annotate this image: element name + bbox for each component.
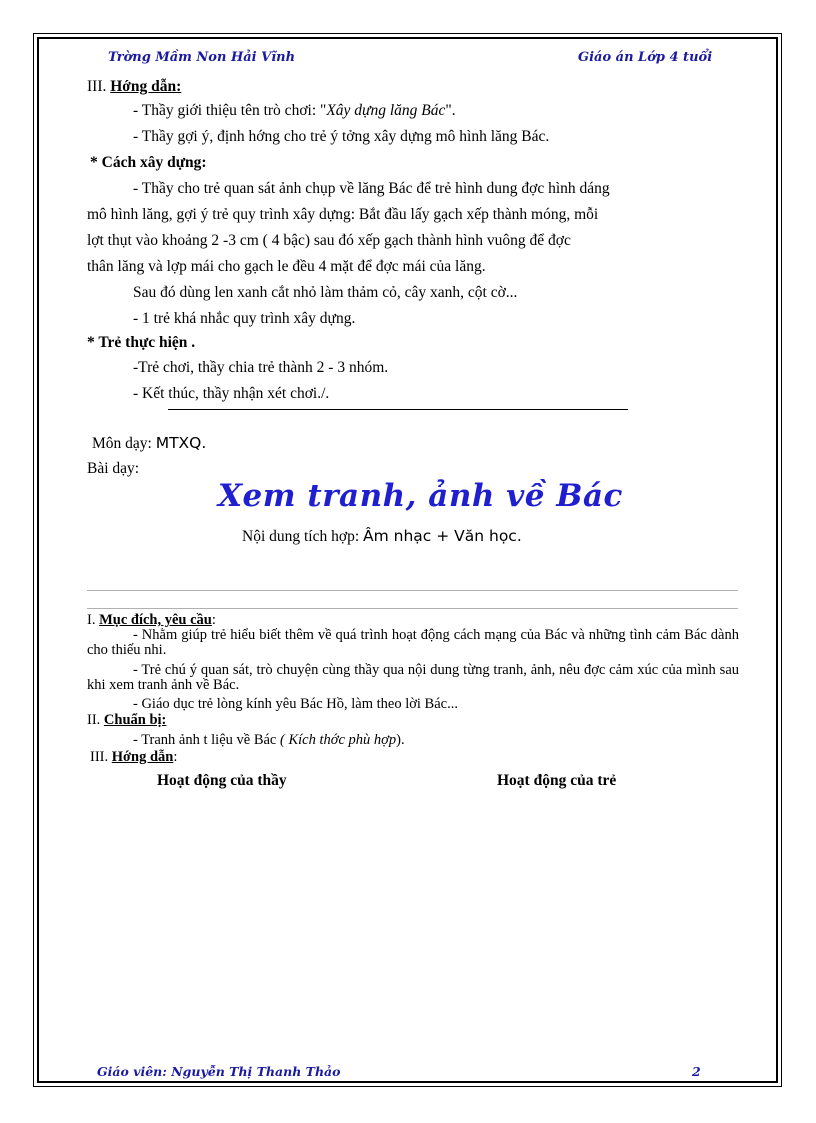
goal-num: I. bbox=[87, 612, 96, 628]
prep-1-italic: ( Kích thớc phù hợp bbox=[280, 732, 397, 748]
goal-2: - Trẻ chú ý quan sát, trò chuyện cùng thầy qua nội dung từng tranh, ảnh, nêu đợc cảm xúc của mình sau khi xem tranh ảnh về Bác. bbox=[87, 662, 739, 693]
recap-line: - 1 trẻ khá nhắc quy trình xây dựng. bbox=[133, 310, 356, 327]
lesson-label: Bài dạy: bbox=[87, 460, 140, 477]
prep-1-prefix: - Tranh ảnh t liệu về Bác bbox=[133, 732, 277, 748]
guide-heading-1 bbox=[87, 76, 181, 98]
build-line-1: - Thầy cho trẻ quan sát ảnh chụp về lăng Bác để trẻ hình dung đợc hình dáng bbox=[133, 180, 610, 197]
subject-value: MTXQ. bbox=[155, 434, 207, 452]
build-line-4: thân lăng và lợp mái cho gạch le đều 4 mặt để đợc mái của lăng. bbox=[87, 258, 486, 275]
guide-heading-2 bbox=[90, 750, 177, 765]
do-line-1: -Trẻ chơi, thầy chia trẻ thành 2 - 3 nhóm. bbox=[133, 359, 389, 376]
lesson-title: Xem tranh, ảnh về Bác bbox=[218, 478, 623, 514]
divider-2 bbox=[87, 608, 738, 609]
header-school: Trờng Mầm Non Hải Vĩnh bbox=[108, 50, 296, 65]
build-line-3: lợt thụt vào khoảng 2 -3 cm ( 4 bậc) sau đó xếp gạch thành hình vuông để đợc bbox=[87, 232, 571, 249]
goal-3: - Giáo dục trẻ lòng kính yêu Bác Hồ, làm theo lời Bác... bbox=[133, 696, 458, 712]
after-line: Sau đó dùng len xanh cắt nhỏ làm thảm cỏ, cây xanh, cột cờ... bbox=[133, 284, 518, 301]
prep-heading bbox=[87, 713, 166, 728]
goal-colon: : bbox=[211, 612, 216, 628]
intro-line bbox=[133, 100, 456, 122]
integrated-value: Âm nhạc + Văn học. bbox=[363, 527, 522, 545]
goal-heading-text: Mục đích, yêu cầu bbox=[99, 612, 212, 628]
prep-1 bbox=[133, 733, 405, 748]
column-teacher: Hoạt động của thầy bbox=[157, 772, 287, 789]
prep-num: II. bbox=[87, 712, 101, 728]
subject-label: Môn dạy: bbox=[92, 435, 152, 452]
intro-prefix: - Thầy giới thiệu tên trò chơi: " bbox=[133, 102, 327, 119]
guide-heading-2-num: III. bbox=[90, 749, 109, 765]
integrated-line bbox=[242, 525, 522, 548]
hint-line: - Thầy gợi ý, định hớng cho trẻ ý tởng xây dựng mô hình lăng Bác. bbox=[133, 128, 550, 145]
guide-heading-1-text: Hớng dẫn: bbox=[110, 78, 182, 95]
build-line-2: mô hình lăng, gợi ý trẻ quy trình xây dựng: Bắt đầu lấy gạch xếp thành móng, mỗi bbox=[87, 206, 599, 223]
header-plan: Giáo án Lớp 4 tuổi bbox=[578, 50, 713, 65]
game-name: Xây dựng lăng Bác bbox=[326, 102, 446, 119]
footer-teacher: Giáo viên: Nguyễn Thị Thanh Thảo bbox=[97, 1064, 341, 1079]
page-number: 2 bbox=[692, 1064, 701, 1079]
build-heading: * Cách xây dựng: bbox=[90, 154, 207, 171]
goal-heading bbox=[87, 613, 216, 628]
guide-heading-2-text: Hớng dẫn bbox=[111, 749, 174, 765]
divider-1 bbox=[87, 590, 738, 591]
goal-1: - Nhằm giúp trẻ hiểu biết thêm về quá trình hoạt động cách mạng của Bác và những tình cảm Bác dành cho thiếu nhi. bbox=[87, 627, 739, 658]
prep-1-suffix: ). bbox=[396, 732, 405, 748]
section-divider-short bbox=[168, 409, 628, 410]
subject-line bbox=[92, 432, 206, 455]
guide-heading-2-colon: : bbox=[173, 749, 178, 765]
column-child: Hoạt động của trẻ bbox=[497, 772, 617, 789]
do-line-2: - Kết thúc, thầy nhận xét chơi./. bbox=[133, 385, 330, 402]
prep-heading-text: Chuẩn bị: bbox=[103, 712, 167, 728]
guide-heading-1-num: III. bbox=[87, 78, 107, 95]
do-heading: * Trẻ thực hiện . bbox=[87, 334, 196, 351]
intro-suffix: ". bbox=[445, 102, 456, 119]
integrated-label: Nội dung tích hợp: bbox=[242, 528, 360, 545]
